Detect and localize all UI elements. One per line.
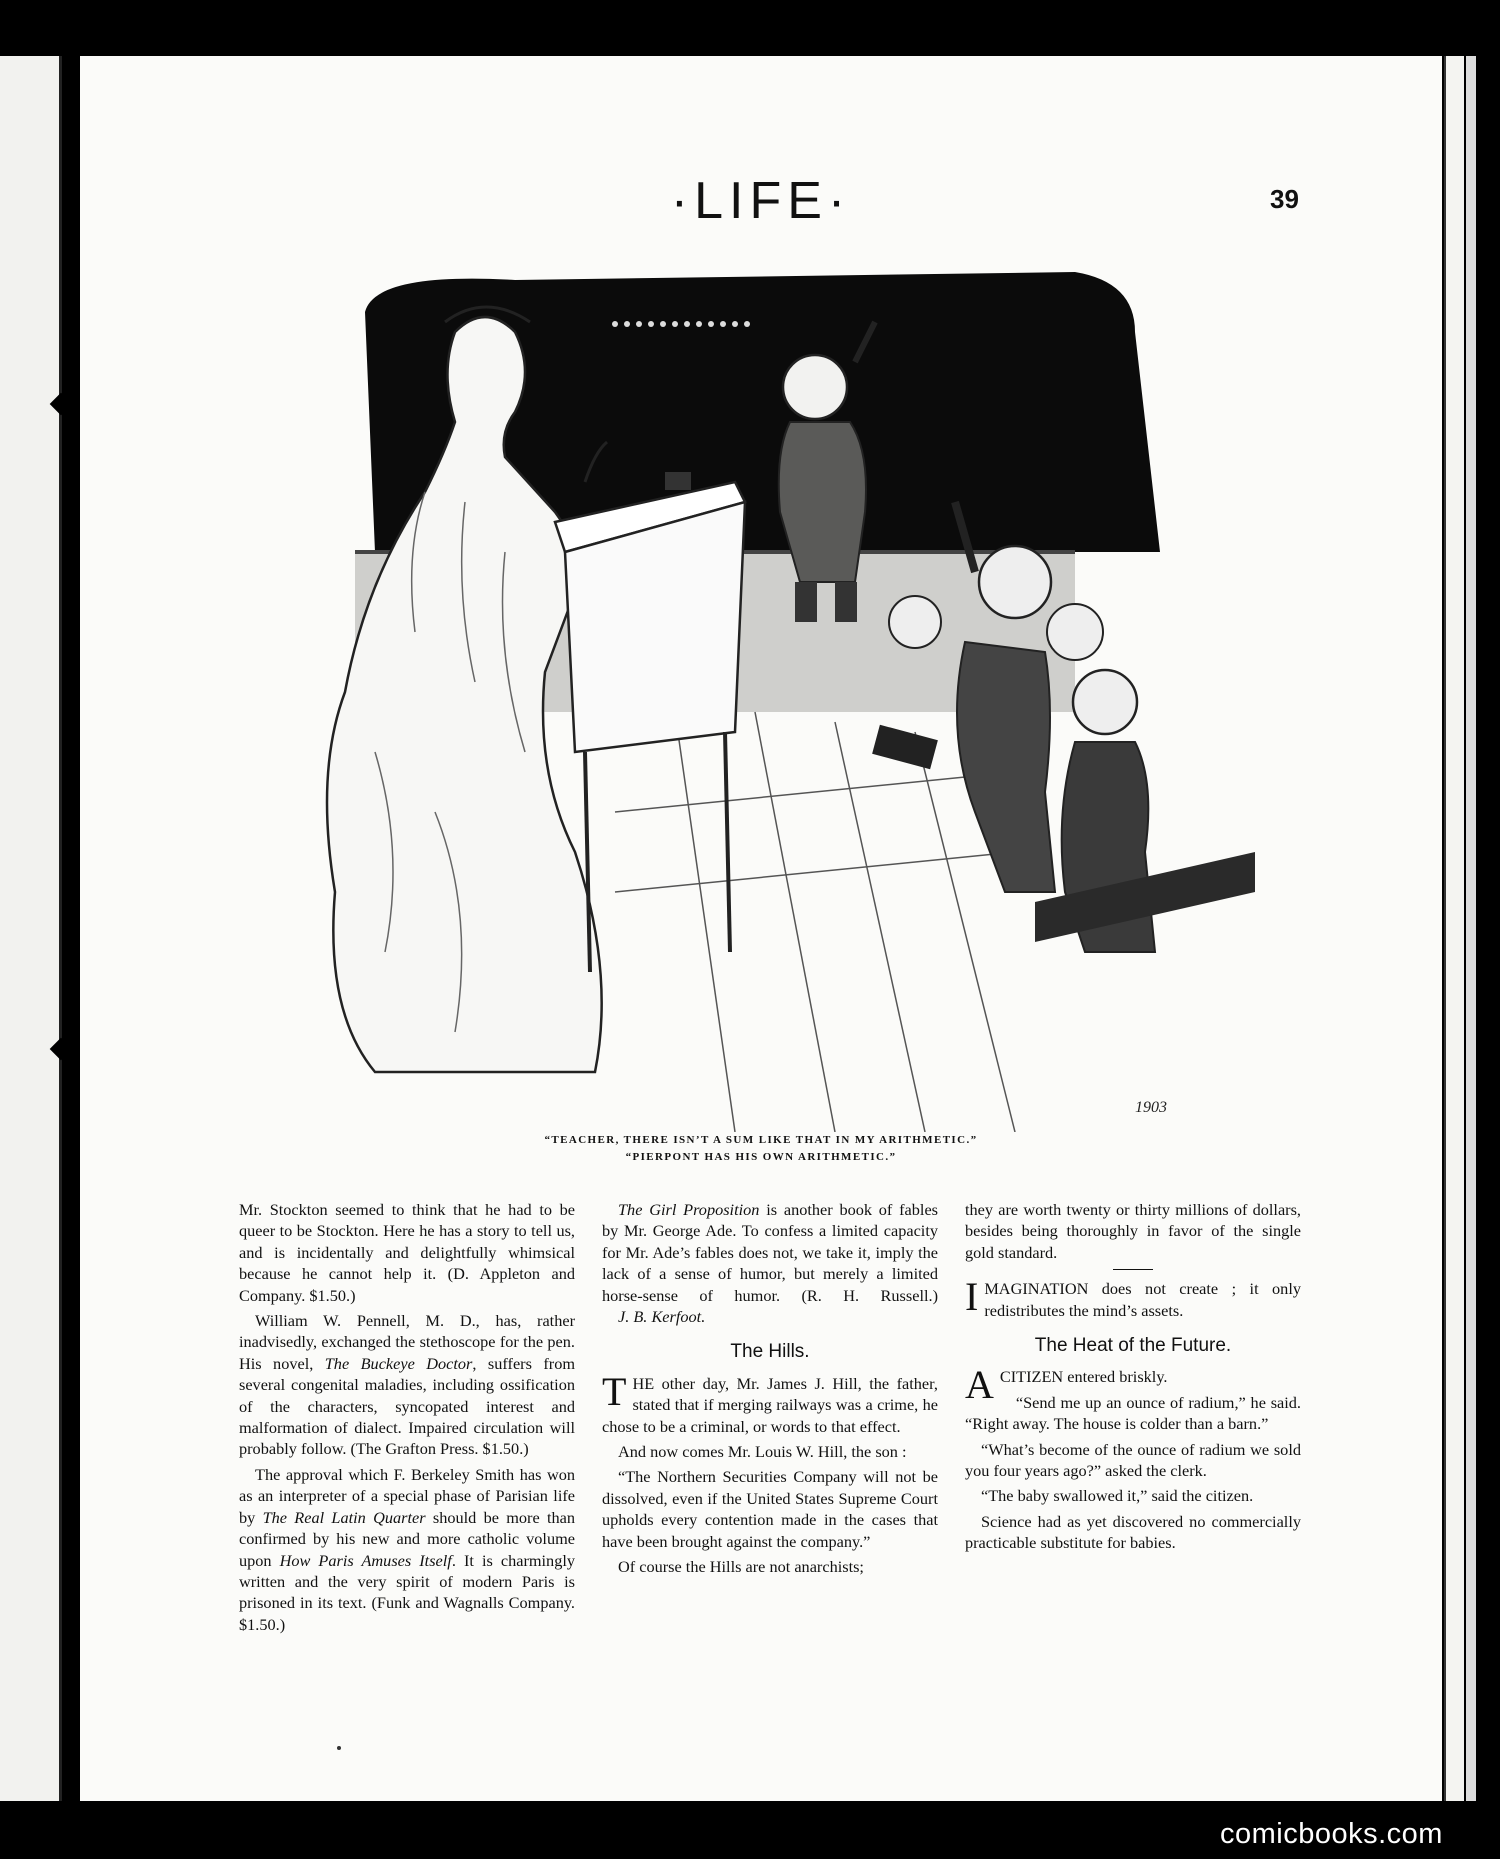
- drop-cap: T: [602, 1368, 627, 1414]
- hills-paragraph-1: [602, 1368, 938, 1437]
- watermark: comicbooks.com: [1220, 1818, 1443, 1850]
- text-run: , suffers from several congenital maladies, including ossification of the characters, syncopated interest and malformation of dialect. Impaired circulation will probably follow. (The Grafton Press. $1.50.): [239, 1353, 576, 1459]
- drop-cap: I: [965, 1274, 979, 1320]
- article-heading-heat: The Heat of the Future.: [1034, 1335, 1232, 1357]
- book-title: How Paris Amuses Itself: [279, 1550, 452, 1570]
- right-page-edge: [1444, 56, 1464, 1801]
- text-run: should be more than confirmed by his new and more catholic volume upon: [239, 1507, 575, 1570]
- book-title: The Girl Proposition: [618, 1200, 760, 1219]
- text-run: . It is charmingly written and the very spirit of modern Paris is prisoned in its text. (Funk and Wagnalls Company. $1.50.): [239, 1550, 576, 1634]
- svg-text:1903: 1903: [1135, 1099, 1167, 1116]
- hills-paragraph-2: And now comes Mr. Louis W. Hill, the son :: [618, 1442, 907, 1462]
- book-title: The Buckeye Doctor: [324, 1353, 473, 1373]
- article-heading-hills: The Hills.: [730, 1341, 810, 1363]
- masthead: ·LIFE·: [670, 172, 852, 230]
- review-stockton: Mr. Stockton seemed to think that he had to be queer to be Stockton. Here he has a story to tell us, and is incidentally and delightfully whimsical because he cannot help it. (D. Appleton and Company. $1.50.): [239, 1200, 575, 1305]
- column-3: [965, 1199, 1301, 1558]
- magazine-page: [80, 56, 1442, 1801]
- heat-paragraph-4: “The baby swallowed it,” said the citizen.: [981, 1486, 1254, 1506]
- review-smith: [239, 1464, 575, 1635]
- page-header: [80, 171, 1442, 231]
- book-title: The Real Latin Quarter: [262, 1507, 426, 1527]
- page-tab-marker: [50, 393, 73, 416]
- text-run: CITIZEN entered briskly.: [999, 1367, 1168, 1387]
- print-speck: [337, 1746, 341, 1750]
- heat-paragraph-2: “Send me up an ounce of radium,” he said. “Right away. The house is colder than a barn.”: [965, 1392, 1301, 1434]
- hills-quote: “The Northern Securities Company will not be dissolved, even if the United States Supreme Court upholds every contention made in the cases that have been brought against the company.”: [602, 1467, 938, 1551]
- text-run: HE other day, Mr. James J. Hill, the father, stated that if merging railways was a crime, he chose to be a criminal, or words to that effect.: [602, 1373, 938, 1436]
- cartoon-illustration: [255, 252, 1280, 1132]
- text-run: William W. Pennell, M. D., has, rather inadvisedly, exchanged the stethoscope for the pen. His novel,: [239, 1311, 575, 1373]
- divider-rule: [1113, 1269, 1153, 1270]
- page-tab-marker: [50, 1038, 73, 1061]
- heat-paragraph-5: Science had as yet discovered no commercially practicable substitute for babies.: [965, 1511, 1301, 1553]
- signature: J. B. Kerfoot.: [618, 1307, 706, 1327]
- caption-line-2: “PIERPONT HAS HIS OWN ARITHMETIC.”: [625, 1151, 897, 1163]
- drop-cap: A: [965, 1362, 994, 1408]
- text-run: is another book of fables by Mr. George Ade. To confess a limited capacity for Mr. Ade’s fables does not, we take it, imply the lack of a sense of humor, but merely a limited horse-sense of humor. (R. H. Russell.): [602, 1200, 939, 1305]
- column-2: [602, 1199, 938, 1582]
- heat-paragraph-3: “What’s become of the ounce of radium we sold you four years ago?” asked the clerk.: [965, 1439, 1301, 1481]
- review-pennell: [239, 1310, 575, 1460]
- heat-paragraph-1: [965, 1362, 1301, 1408]
- illustration-caption: [80, 1132, 1442, 1166]
- hills-continued: they are worth twenty or thirty millions of dollars, besides being thoroughly in favor of the single gold standard.: [965, 1200, 1301, 1262]
- page-number: 39: [1270, 184, 1299, 214]
- hills-paragraph-3: Of course the Hills are not anarchists;: [618, 1557, 864, 1577]
- right-page-edge: [1466, 56, 1476, 1801]
- caption-line-1: “TEACHER, THERE ISN’T A SUM LIKE THAT IN MY ARITHMETIC.”: [544, 1134, 978, 1146]
- review-ade: [602, 1199, 938, 1327]
- imagination-epigram: [965, 1274, 1301, 1321]
- text-run: MAGINATION does not create ; it only redistributes the mind’s assets.: [984, 1279, 1301, 1320]
- left-page-edge: [0, 56, 62, 1801]
- text-run: The approval which F. Berkeley Smith has won as an interpreter of a special phase of Parisian life by: [239, 1464, 575, 1527]
- column-1: [239, 1199, 575, 1639]
